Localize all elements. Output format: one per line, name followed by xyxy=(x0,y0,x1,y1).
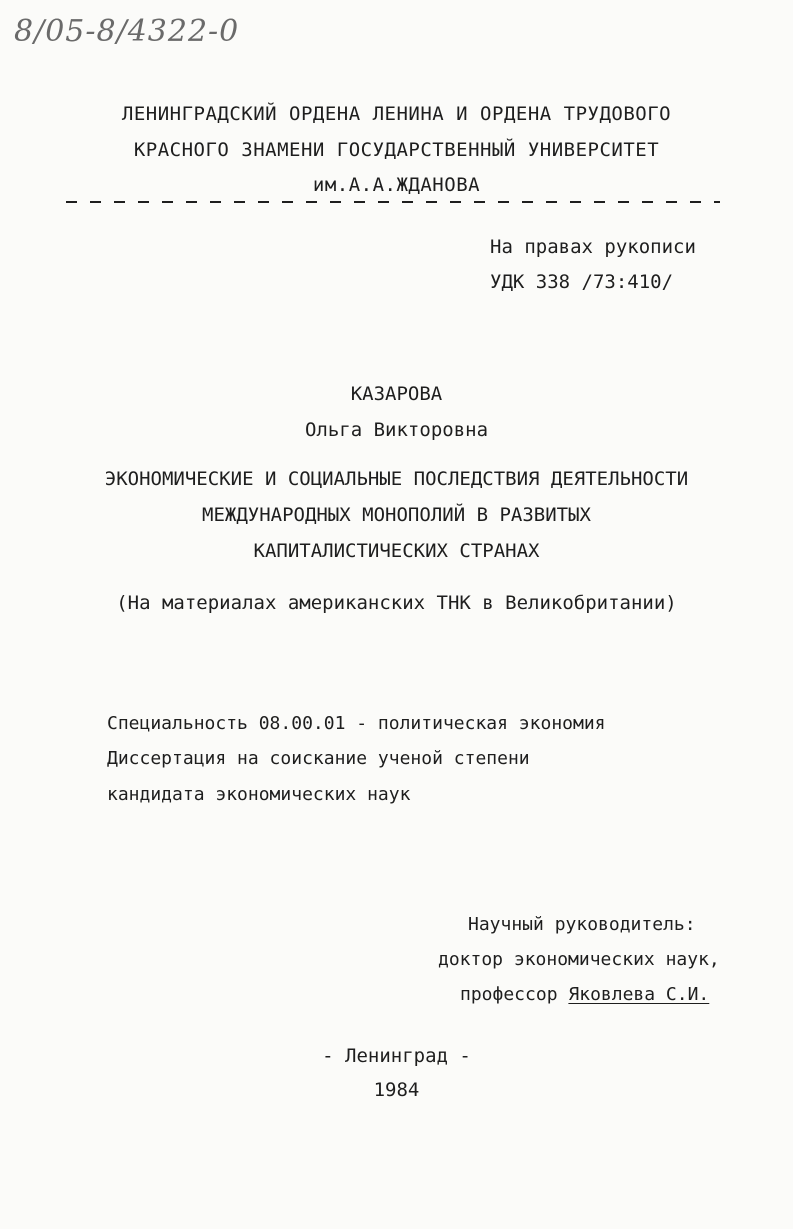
dashed-divider xyxy=(66,201,720,203)
author-name: Ольга Викторовна xyxy=(304,419,489,441)
handwritten-catalog-number: 8/05-8/4322-0 xyxy=(14,14,240,49)
manuscript-rights: На правах рукописи xyxy=(490,236,696,258)
advisor-title: профессор xyxy=(460,984,558,1005)
dissertation-line: Диссертация на соискание ученой степени xyxy=(107,748,530,769)
footer-year: 1984 xyxy=(373,1079,420,1101)
advisor-label: Научный руководитель: xyxy=(468,914,696,935)
footer-city: - Ленинград - xyxy=(322,1045,471,1067)
title-subtitle: (На материалах американских ТНК в Великобритании) xyxy=(116,592,677,614)
university-line-1: ЛЕНИНГРАДСКИЙ ОРДЕНА ЛЕНИНА И ОРДЕНА ТРУДОВОГО xyxy=(121,103,672,125)
title-line-1: ЭКОНОМИЧЕСКИЕ И СОЦИАЛЬНЫЕ ПОСЛЕДСТВИЯ ДЕЯТЕЛЬНОСТИ xyxy=(104,468,689,490)
title-line-3: КАПИТАЛИСТИЧЕСКИХ СТРАНАХ xyxy=(253,540,540,562)
specialty-line: Специальность 08.00.01 - политическая экономия xyxy=(107,713,606,734)
title-line-2: МЕЖДУНАРОДНЫХ МОНОПОЛИЙ В РАЗВИТЫХ xyxy=(202,504,591,526)
degree-line: кандидата экономических наук xyxy=(107,784,411,805)
advisor-name-line xyxy=(460,984,709,1005)
university-line-3: им.А.А.ЖДАНОВА xyxy=(312,174,481,196)
advisor-degree: доктор экономических наук, xyxy=(438,949,720,970)
udk-code: УДК 338 /73:410/ xyxy=(490,271,674,293)
author-surname: КАЗАРОВА xyxy=(350,383,443,405)
advisor-person: Яковлева С.И. xyxy=(568,984,710,1005)
university-line-2: КРАСНОГО ЗНАМЕНИ ГОСУДАРСТВЕННЫЙ УНИВЕРСИТЕТ xyxy=(133,139,660,161)
